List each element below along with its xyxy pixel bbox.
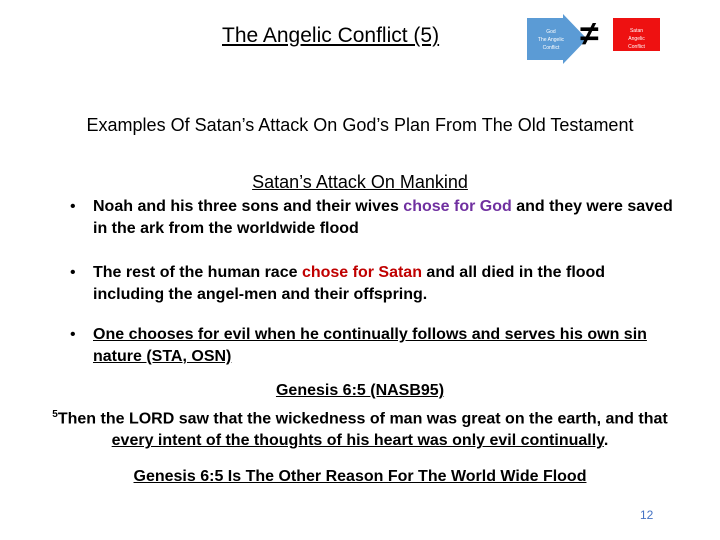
- bullet-text-part: The rest of the human race: [93, 264, 302, 281]
- verse-text: Then the LORD saw that the wickedness of man was great on the earth, and that: [57, 410, 668, 428]
- chose-for-satan-highlight: chose for Satan: [301, 264, 422, 281]
- slide-heading: Examples Of Satan’s Attack On God’s Plan From The Old Testament: [86, 115, 634, 135]
- bullet-text-part: and they were saved in the ark from the worldwide flood: [93, 198, 673, 237]
- bullet-text-part: Noah and his three sons and their wives: [93, 198, 404, 215]
- arrow-label: [527, 28, 575, 52]
- slide-title: The Angelic Conflict (5): [222, 24, 440, 47]
- verse-number: 5: [52, 409, 58, 420]
- verse-end: .: [603, 432, 609, 450]
- scripture-reference: Genesis 6:5 (NASB95): [275, 382, 445, 399]
- bullet-text: [93, 262, 673, 306]
- bullet-text: One chooses for evil when he continually follows and serves his own sin nature (STA, OSN): [93, 326, 647, 365]
- satan-box-label-line: Satan: [629, 28, 644, 34]
- bullet-icon: •: [70, 264, 76, 281]
- satan-box-label-line: Angelic: [628, 36, 645, 42]
- page-number: 12: [640, 508, 654, 522]
- satan-box: [613, 18, 660, 51]
- arrow-label-line: Conflict: [542, 45, 560, 51]
- bullet-text: [93, 196, 673, 240]
- not-equal-icon: ≠: [580, 15, 599, 53]
- arrow-label-line: The Angelic: [537, 37, 565, 43]
- satan-box-label: [613, 27, 660, 51]
- bullet-text-part: and all died in the flood including the angel-men and their offspring.: [93, 264, 606, 303]
- god-arrow-shape: [527, 14, 587, 64]
- chose-for-god-highlight: chose for God: [403, 198, 512, 215]
- bullet-icon: •: [70, 326, 76, 343]
- verse-underlined-text: every intent of the thoughts of his heart was only evil continually: [111, 432, 604, 450]
- bullet-icon: •: [70, 198, 76, 215]
- flood-reason-statement: Genesis 6:5 Is The Other Reason For The World Wide Flood: [133, 468, 587, 485]
- scripture-verse: [30, 404, 690, 452]
- satan-box-label-line: Conflict: [628, 44, 645, 50]
- arrow-label-line: God: [546, 29, 556, 35]
- slide-subheading: Satan’s Attack On Mankind: [252, 172, 468, 192]
